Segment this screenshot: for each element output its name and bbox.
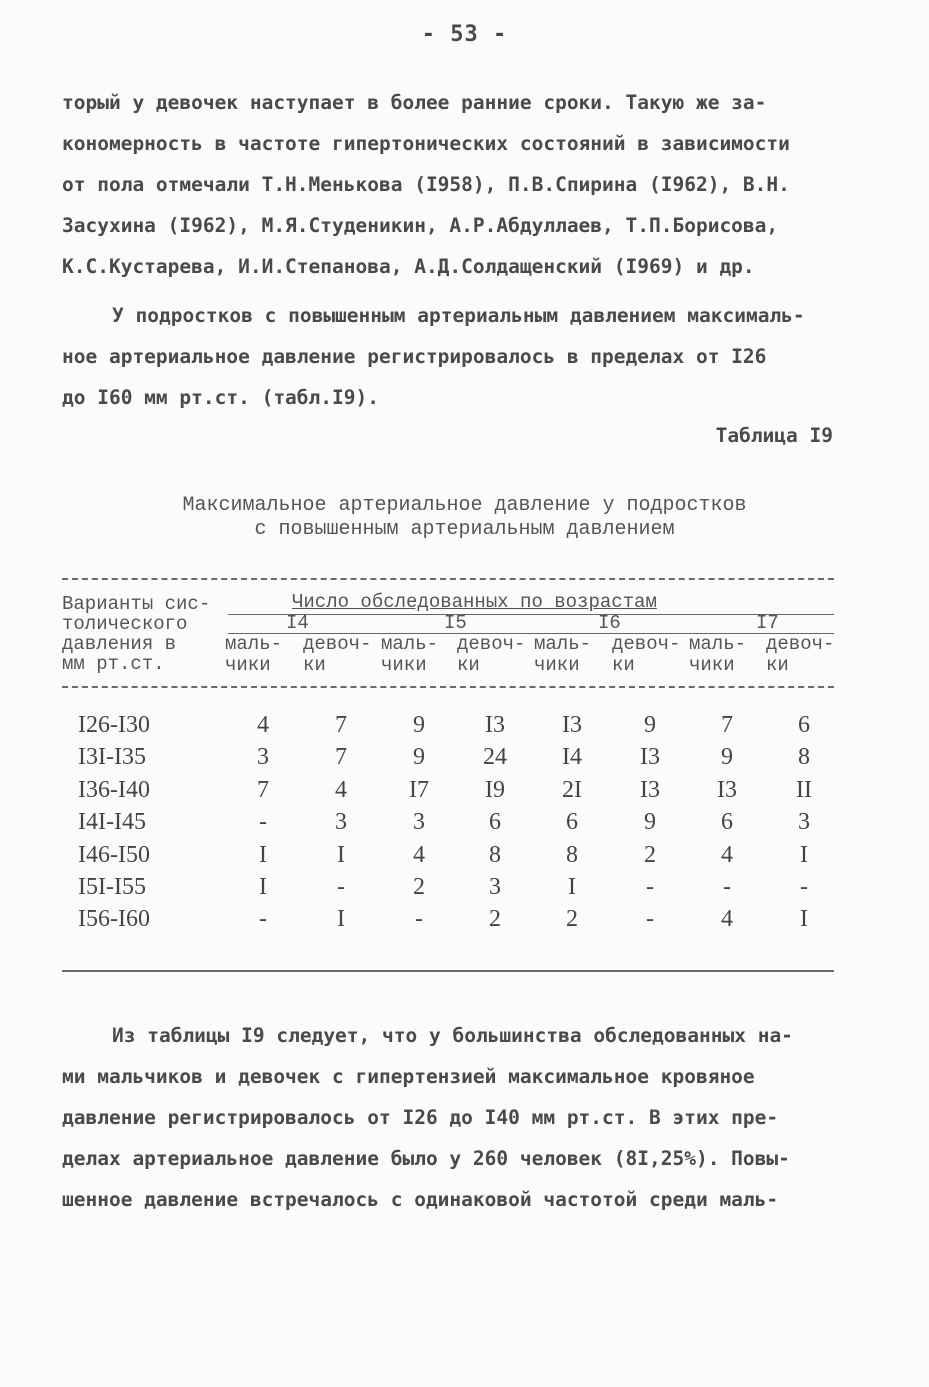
group-title: Число обследованных по возрастам [292,591,657,613]
table-cell: 9 [413,744,425,770]
table-cell: - [415,906,423,932]
table-cell: I3 [717,777,737,803]
table-cell: 2 [644,842,656,868]
table-cell: 3 [489,874,501,900]
text-line: торый у девочек наступает в более ранние сроки. Такую же за- [62,91,767,114]
text-line: Засухина (I962), М.Я.Студеникин, А.Р.Абдуллаев, Т.П.Борисова, [62,214,779,237]
group-title-line [228,614,834,615]
table-cell: 2I [562,777,582,803]
subheader-bottom: чики [225,654,271,676]
table-caption [0,494,929,542]
table-cell: - [646,874,654,900]
caption-line: Максимальное артериальное давление у подростков [182,494,747,517]
paragraph-1 [62,82,862,287]
table-cell: 7 [335,712,347,738]
table-cell: 6 [489,809,501,835]
text-line: К.С.Кустарева, И.И.Степанова, А.Д.Солдащенский (I969) и др. [62,255,755,278]
table-cell: 2 [413,874,425,900]
table-top-rule [62,578,834,580]
row-header-line: Варианты сис- [62,593,211,615]
table-cell: - [800,874,808,900]
table-cell: 6 [721,809,733,835]
table-cell: 7 [335,744,347,770]
text-line: У подростков с повышенным артериальным давлением максималь- [112,304,805,327]
row-label: I26-I30 [78,712,150,738]
age-14: I4 [286,612,309,634]
table-cell: I [337,906,345,932]
table-cell: I3 [640,744,660,770]
table-cell: I7 [409,777,429,803]
text-line: от пола отмечали Т.Н.Менькова (I958), П.В.Спирина (I962), В.Н. [62,173,790,196]
table-cell: I [259,842,267,868]
subheader-top: девоч- [612,633,681,655]
table-cell: I [800,906,808,932]
row-label: I3I-I35 [78,744,146,770]
table-cell: 3 [335,809,347,835]
table-cell: 6 [798,712,810,738]
age-16: I6 [598,612,621,634]
subheader-top: маль- [689,633,747,655]
subheader-top: маль- [381,633,439,655]
table-cell: I9 [485,777,505,803]
table-cell: II [796,777,812,803]
table-cell: - [259,809,267,835]
table-cell: 2 [566,906,578,932]
table-cell: 9 [413,712,425,738]
age-15: I5 [444,612,467,634]
row-header [62,594,210,674]
subheader-bottom: ки [303,654,326,676]
table-cell: 8 [566,842,578,868]
subheader-bottom: чики [689,654,735,676]
text-line: Из таблицы I9 следует, что у большинства обследованных на- [112,1024,793,1047]
table-cell: 7 [257,777,269,803]
table-bottom-rule [62,970,834,972]
table-cell: 9 [644,809,656,835]
subheader-top: девоч- [766,633,835,655]
table-cell: 4 [721,842,733,868]
age-17: I7 [756,612,779,634]
table-cell: I [337,842,345,868]
text-line: давление регистрировалось от I26 до I40 мм рт.ст. В этих пре- [62,1106,779,1129]
table-cell: 24 [483,744,507,770]
text-line: ное артериальное давление регистрировалось в пределах от I26 [62,345,767,368]
subheader-bottom: ки [612,654,635,676]
subheader-top: девоч- [303,633,372,655]
row-label: I56-I60 [78,906,150,932]
subheader-top: маль- [534,633,592,655]
row-label: I5I-I55 [78,874,146,900]
subheader-bottom: чики [534,654,580,676]
table-cell: - [646,906,654,932]
table-cell: 4 [257,712,269,738]
subheader-top: девоч- [457,633,526,655]
caption-line: с повышенным артериальным давлением [254,518,675,541]
row-label: I46-I50 [78,842,150,868]
table-cell: - [259,906,267,932]
table-cell: 7 [721,712,733,738]
table-cell: I3 [562,712,582,738]
table-cell: I [800,842,808,868]
table-cell: I3 [485,712,505,738]
text-line: шенное давление встречалось с одинаковой частотой среди маль- [62,1188,779,1211]
row-header-line: толического [62,613,188,635]
text-line: ми мальчиков и девочек с гипертензией максимальное кровяное [62,1065,755,1088]
paragraph-2 [62,295,862,418]
table-cell: 3 [413,809,425,835]
text-line: кономерность в частоте гипертонических состояний в зависимости [62,132,790,155]
subheader-bottom: ки [766,654,789,676]
paragraph-3 [62,1015,862,1220]
subheader-bottom: чики [381,654,427,676]
row-header-line: давления в [62,633,177,655]
table-cell: 8 [798,744,810,770]
subheader-top: маль- [225,633,283,655]
row-label: I36-I40 [78,777,150,803]
table-cell: 2 [489,906,501,932]
table-cell: 9 [644,712,656,738]
subheader-bottom: ки [457,654,480,676]
table-cell: 4 [721,906,733,932]
table-cell: 9 [721,744,733,770]
table-cell: 3 [798,809,810,835]
table-cell: I3 [640,777,660,803]
row-label: I4I-I45 [78,809,146,835]
table-cell: I [259,874,267,900]
table-cell: 4 [335,777,347,803]
table-cell: 3 [257,744,269,770]
table-label: Таблица I9 [715,424,833,447]
table-cell: I4 [562,744,582,770]
table-cell: - [337,874,345,900]
table-cell: 6 [566,809,578,835]
row-header-line: мм рт.ст. [62,653,165,675]
page-number: - 53 - [421,22,508,47]
header-bottom-rule [62,686,834,688]
table-cell: 8 [489,842,501,868]
table-cell: I [568,874,576,900]
table-cell: - [723,874,731,900]
table-cell: 4 [413,842,425,868]
text-line: делах артериальное давление было у 260 человек (8I,25%). Повы- [62,1147,790,1170]
text-line: до I60 мм рт.ст. (табл.I9). [62,386,379,409]
